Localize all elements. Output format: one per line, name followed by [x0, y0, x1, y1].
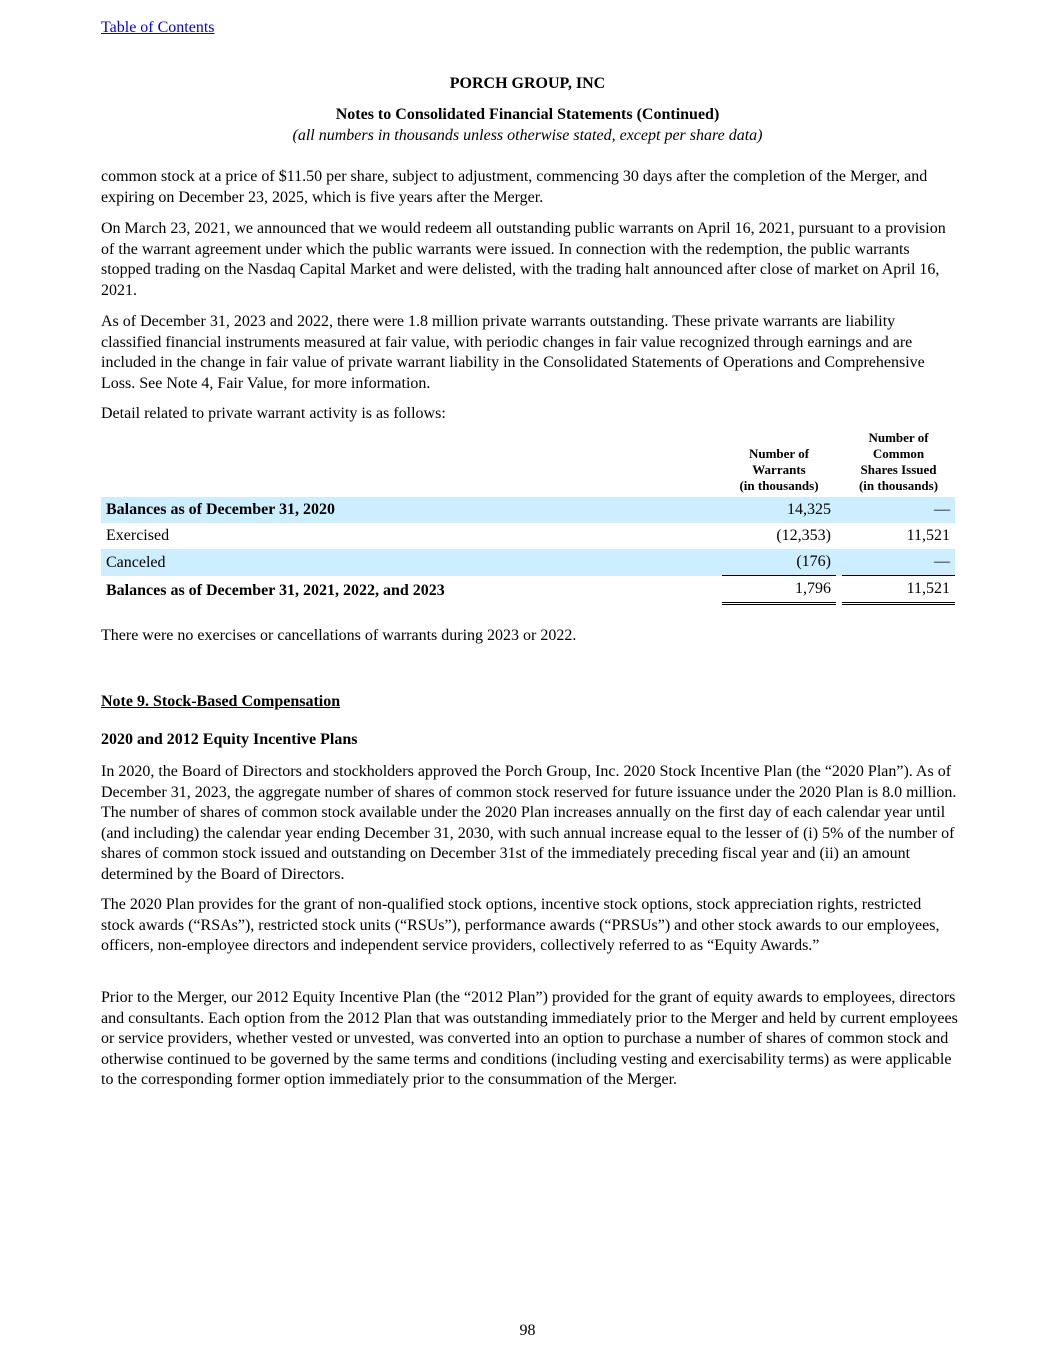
private-warrant-activity-table: [101, 430, 955, 605]
row-label: Exercised: [106, 527, 170, 544]
table-header-row: [101, 430, 955, 497]
paragraph-private-warrants: As of December 31, 2023 and 2022, there were 1.8 million private warrants outstanding. These private warrants are liability classified financial instruments measured at fair value, with periodic changes in fair value recognized through earnings and are included in the change in fair value of private warrant liability in the Consolidated Statements of Operations and Comprehensive Loss. See Note 4, Fair Value, for more information.: [101, 313, 925, 392]
table-of-contents-link[interactable]: Table of Contents: [101, 19, 215, 36]
table-row: [101, 523, 955, 549]
paragraph-table-intro: Detail related to private warrant activity is as follows:: [101, 405, 446, 422]
row-label: Balances as of December 31, 2021, 2022, and 2023: [106, 581, 445, 599]
warrants-value: 1,796: [722, 576, 836, 605]
paragraph-2012-plan: Prior to the Merger, our 2012 Equity Incentive Plan (the “2012 Plan”) provided for the grant of equity awards to employees, directors and consultants. Each option from the 2012 Plan that was outstanding immediately prior to the Merger and held by current employees or service providers, whether vested or unvested, was converted into an option to purchase a number of shares of common stock and otherwise continued to be governed by the same terms and conditions (including vesting and exercisability terms) as were applicable to the corresponding former option immediately prior to the consummation of the Merger.: [101, 989, 958, 1089]
shares-value: —: [842, 497, 955, 523]
page-title: Notes to Consolidated Financial Statements (Continued): [335, 106, 720, 123]
note-9-heading: Note 9. Stock-Based Compensation: [101, 693, 341, 710]
company-name: PORCH GROUP, INC: [449, 75, 606, 92]
column-header-shares-issued: Number of Common Shares Issued (in thousands): [858, 430, 939, 493]
warrants-value: 14,325: [722, 497, 836, 523]
paragraph-public-warrant-redemption: On March 23, 2021, we announced that we would redeem all outstanding public warrants on April 16, 2021, pursuant to a provision of the warrant agreement under which the public warrants were issued. In connection with the redemption, the public warrants stopped trading on the Nasdaq Capital Market and were delisted, with the trading halt announced after close of market on April 16, 2021.: [101, 220, 946, 299]
equity-plans-subheading: 2020 and 2012 Equity Incentive Plans: [101, 731, 358, 748]
shares-value: 11,521: [842, 576, 955, 605]
table-row: [101, 549, 955, 576]
page-subtitle: (all numbers in thousands unless otherwise stated, except per share data): [292, 127, 763, 144]
warrants-value: (176): [722, 549, 836, 576]
warrants-value: (12,353): [776, 527, 831, 544]
page-number: 98: [519, 1322, 536, 1339]
row-label: Balances as of December 31, 2020: [101, 497, 722, 523]
shares-value: 11,521: [906, 527, 950, 544]
row-label: Canceled: [101, 549, 722, 576]
shares-value: —: [842, 549, 955, 576]
paragraph-equity-awards: The 2020 Plan provides for the grant of non-qualified stock options, incentive stock options, stock appreciation rights, restricted stock awards (“RSAs”), restricted stock units (“RSUs”), performance awards (“PRSUs”) and other stock awards to our employees, officers, non-employee directors and independent service providers, collectively referred to as “Equity Awards.”: [101, 896, 940, 955]
column-header-warrants: Number of Warrants (in thousands): [739, 446, 819, 493]
table-row-total: [101, 576, 955, 605]
table-row: [101, 497, 955, 523]
paragraph-warrant-terms: common stock at a price of $11.50 per share, subject to adjustment, commencing 30 days after the completion of the Merger, and expiring on December 23, 2025, which is five years after the Merger.: [101, 168, 928, 206]
paragraph-no-exercises: There were no exercises or cancellations of warrants during 2023 or 2022.: [101, 627, 577, 644]
paragraph-2020-plan: In 2020, the Board of Directors and stockholders approved the Porch Group, Inc. 2020 Stock Incentive Plan (the “2020 Plan”). As of December 31, 2023, the aggregate number of shares of common stock reserved for future issuance under the 2020 Plan is 8.0 million. The number of shares of common stock available under the 2020 Plan increases annually on the first day of each calendar year until (and including) the calendar year ending December 31, 2030, with such annual increase equal to the lesser of (i) 5% of the number of shares of common stock issued and outstanding on December 31st of the immediately preceding fiscal year and (ii) an amount determined by the Board of Directors.: [101, 763, 957, 883]
